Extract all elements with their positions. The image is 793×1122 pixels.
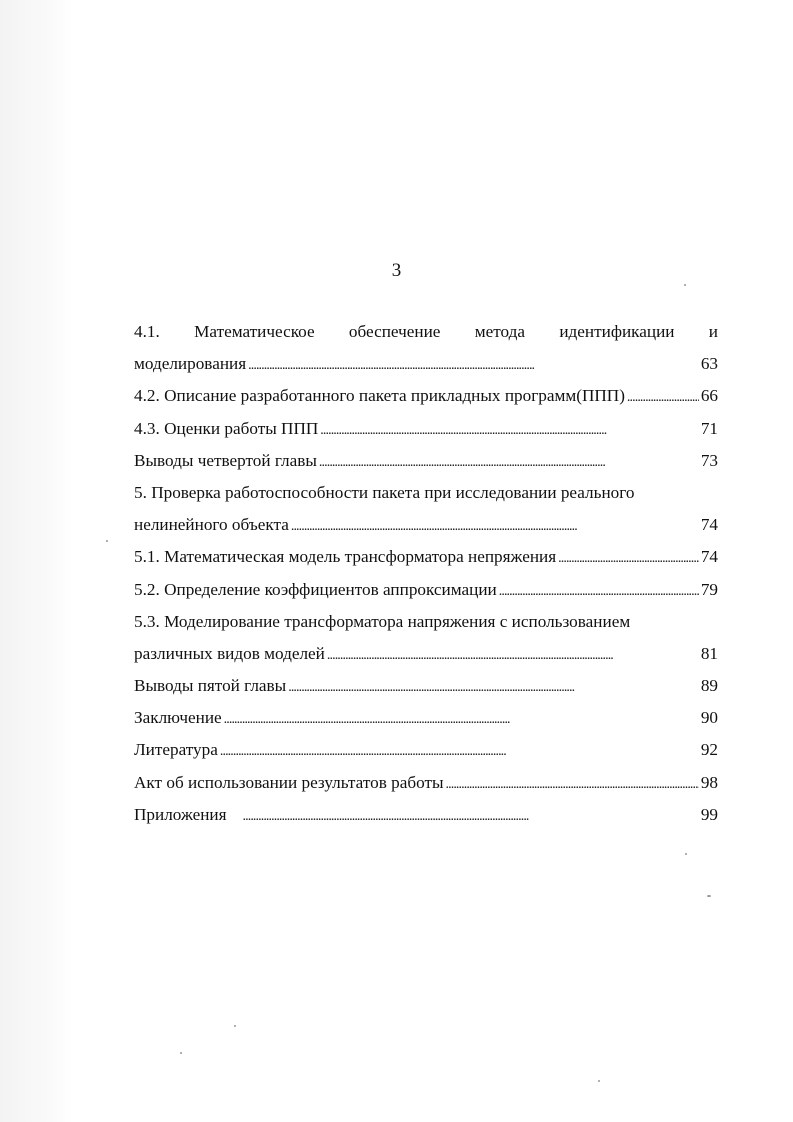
toc-page-number: 63 [700,354,718,374]
toc-page-number: 81 [700,643,718,663]
toc-entry-title: Выводы пятой главы [134,676,287,696]
scan-speck [685,853,687,855]
scan-speck [707,895,711,897]
leader-dots [446,769,699,801]
scan-speck [598,1080,600,1082]
leader-dots [288,672,699,704]
scan-speck [684,284,686,286]
toc-entry-5-3[interactable] [134,638,718,670]
toc-page-number: 89 [700,676,718,696]
toc-entry-title: Заключение [134,708,222,728]
toc-entry-title: 4.3. Оценки работы ППП [134,418,319,438]
toc-entry-title: 5.2. Определение коэффициентов аппроксимации [134,579,497,599]
toc-page-number: 71 [700,418,718,438]
toc-entry-5-2[interactable] [134,574,718,606]
toc-entry-4-1-line1 [134,316,718,348]
leader-dots [224,704,699,736]
toc-entry-title: 5.3. Моделирование трансформатора напряжения с использованием [134,611,631,631]
toc-page-number: 74 [700,515,718,535]
toc-page-number: 99 [700,804,718,824]
leader-dots [319,447,699,479]
leader-dots [291,511,699,543]
toc-entry-title: 5. Проверка работоспособности пакета при исследовании реального [134,482,635,502]
toc-page-number: 92 [700,740,718,760]
toc-chapter-5[interactable] [134,509,718,541]
toc-entry-title: 5.1. Математическая модель трансформатора непряжения [134,547,557,567]
toc-chapter-5-line1 [134,477,718,509]
toc-entry-4-2[interactable] [134,380,718,412]
toc-page-number: 66 [700,386,718,406]
toc-entry-title: Приложения [134,804,227,824]
scan-speck [106,540,108,542]
toc-page-number: 90 [700,708,718,728]
leader-dots [220,736,699,768]
table-of-contents [134,316,718,831]
toc-entry-4-1[interactable] [134,348,718,380]
leader-dots [558,543,699,575]
toc-literature[interactable] [134,734,718,766]
toc-page-number: 73 [700,450,718,470]
toc-page-number: 74 [700,547,718,567]
leader-dots [327,640,699,672]
toc-entry-title: нелинейного объекта [134,515,289,535]
toc-conclusions-5[interactable] [134,670,718,702]
toc-conclusions-4[interactable] [134,445,718,477]
toc-entry-title: 4.1. Математическое обеспечение метода идентификации и [134,322,718,341]
leader-dots [627,382,699,414]
toc-page-number: 98 [700,772,718,792]
toc-entry-title: моделирования [134,354,247,374]
toc-entry-title: Выводы четвертой главы [134,450,317,470]
scan-shadow [0,0,72,1122]
toc-entry-title: различных видов моделей [134,643,325,663]
toc-entry-title: 4.2. Описание разработанного пакета прикладных программ(ППП) [134,386,625,406]
leader-dots [248,350,699,382]
toc-act[interactable] [134,767,718,799]
leader-dots [499,576,699,608]
toc-entry-5-1[interactable] [134,541,718,573]
leader-dots [243,801,699,833]
toc-conclusion[interactable] [134,702,718,734]
toc-entry-5-3-line1 [134,606,718,638]
scan-speck [234,1025,236,1027]
leader-dots [320,415,699,447]
toc-entry-4-3[interactable] [134,413,718,445]
toc-appendices[interactable] [134,799,718,831]
page-number: 3 [391,260,402,281]
scan-speck [180,1052,182,1054]
toc-page-number: 79 [700,579,718,599]
toc-entry-title: Акт об использовании результатов работы [134,772,444,792]
toc-entry-title: Литература [134,740,218,760]
